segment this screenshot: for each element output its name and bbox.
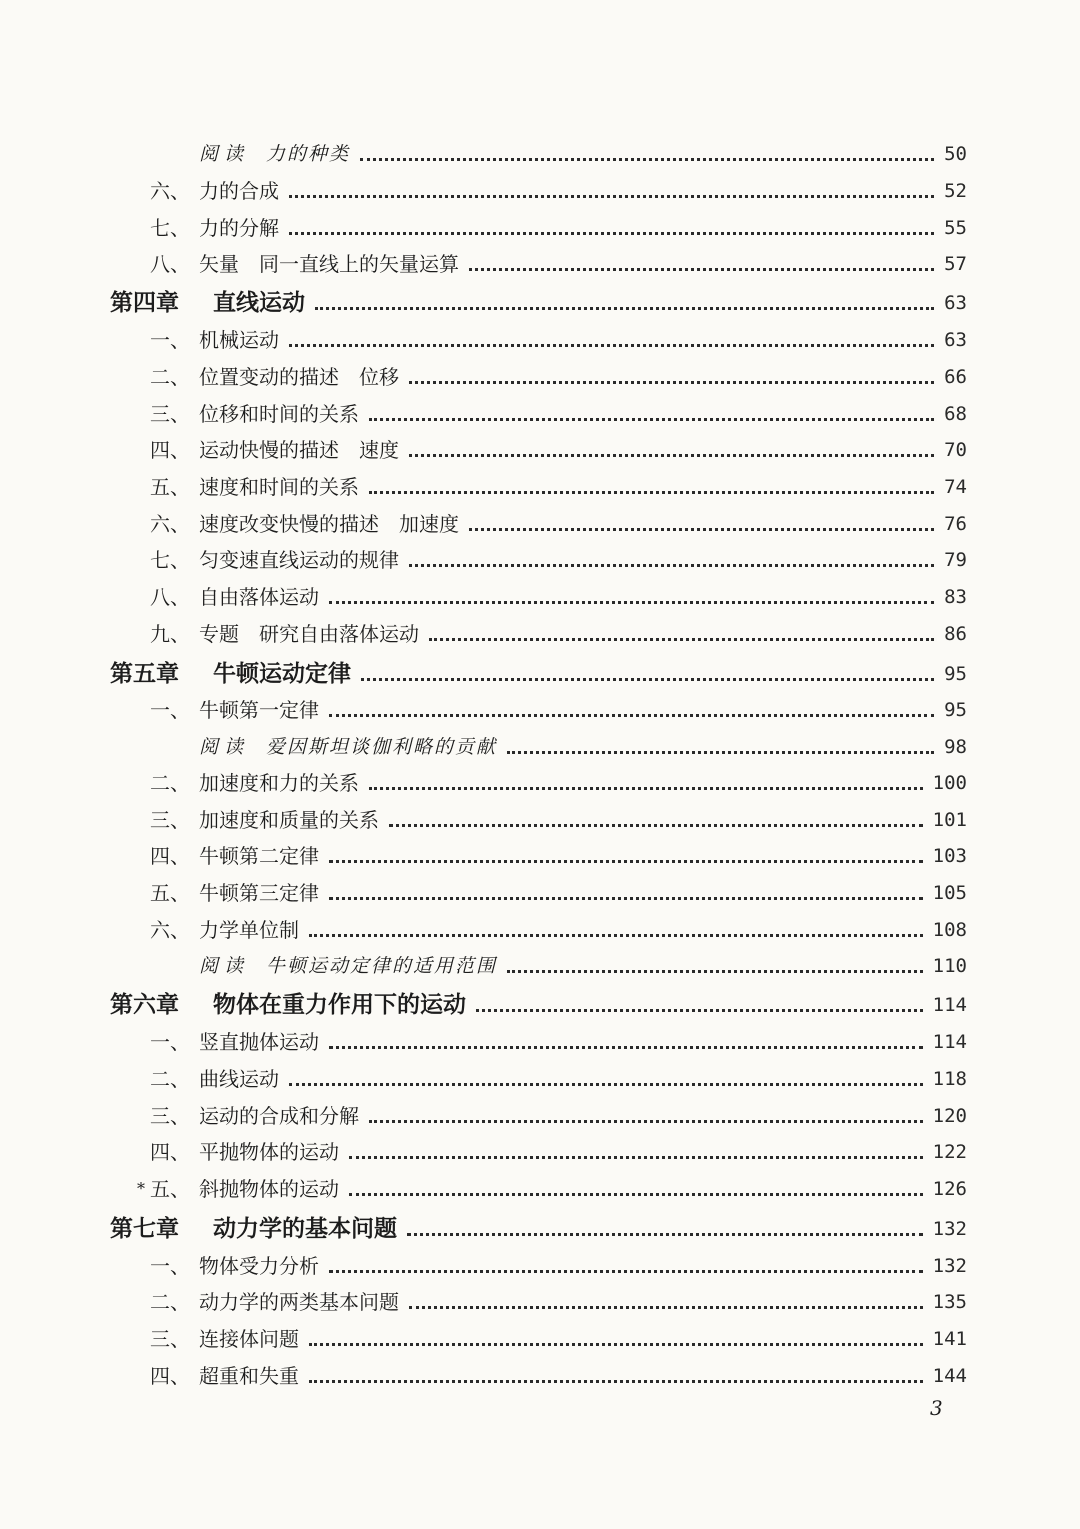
entry-prefix: 第五章 xyxy=(110,660,179,687)
entry-title: 连接体问题 xyxy=(199,1327,299,1351)
entry-title: 曲线运动 xyxy=(199,1067,279,1091)
dot-leader xyxy=(309,1344,923,1383)
section-entry xyxy=(0,1358,1080,1394)
optional-marker: * xyxy=(137,1179,145,1198)
entry-prefix: 阅读 xyxy=(199,955,250,977)
entry-page-number: 63 xyxy=(944,329,967,351)
dot-leader xyxy=(329,824,923,863)
dot-leader xyxy=(409,345,934,384)
entry-title: 加速度和力的关系 xyxy=(199,771,359,795)
dot-leader xyxy=(360,122,934,161)
entry-page-number: 79 xyxy=(944,549,967,571)
entry-page-number: 110 xyxy=(932,955,967,977)
dot-leader xyxy=(409,1270,923,1309)
dot-leader xyxy=(289,308,934,347)
entry-page-number: 122 xyxy=(932,1141,967,1163)
entry-prefix: 第四章 xyxy=(110,289,179,316)
entry-prefix: 六、 xyxy=(150,512,190,536)
entry-title: 力的合成 xyxy=(199,179,279,203)
entry-page-number: 57 xyxy=(944,253,967,275)
entry-page-number: 126 xyxy=(932,1178,967,1200)
entry-page-number: 132 xyxy=(932,1218,967,1240)
dot-leader xyxy=(389,788,923,827)
entry-prefix: 一、 xyxy=(150,1030,190,1054)
entry-title: 速度和时间的关系 xyxy=(199,475,359,499)
dot-leader xyxy=(369,751,923,790)
entry-prefix: 八、 xyxy=(150,585,190,609)
dot-leader xyxy=(329,678,934,717)
page-number: 3 xyxy=(930,1396,943,1420)
entry-page-number: 68 xyxy=(944,403,967,425)
entry-title: 力的种类 xyxy=(266,143,351,165)
dot-leader xyxy=(407,1197,923,1236)
entry-page-number: 63 xyxy=(944,292,967,314)
dot-leader xyxy=(289,159,934,198)
entry-page-number: 103 xyxy=(932,845,967,867)
entry-prefix: 三、 xyxy=(150,1104,190,1128)
dot-leader xyxy=(476,973,923,1012)
dot-leader xyxy=(469,232,934,271)
entry-title: 斜抛物体的运动 xyxy=(199,1177,339,1201)
dot-leader xyxy=(369,382,934,421)
entry-title: 直线运动 xyxy=(213,289,305,316)
dot-leader xyxy=(409,418,934,457)
entry-prefix: 三、 xyxy=(150,1327,190,1351)
entry-title: 矢量 同一直线上的矢量运算 xyxy=(199,252,459,276)
entry-prefix: 第六章 xyxy=(110,991,179,1018)
entry-title: 速度改变快慢的描述 加速度 xyxy=(199,512,459,536)
entry-title: 超重和失重 xyxy=(199,1364,299,1388)
entry-prefix: 二、 xyxy=(150,365,190,389)
entry-prefix: 二、 xyxy=(150,771,190,795)
entry-prefix: 四、 xyxy=(150,438,190,462)
entry-title: 牛顿第三定律 xyxy=(199,881,319,905)
entry-prefix: 一、 xyxy=(150,698,190,722)
entry-page-number: 95 xyxy=(944,699,967,721)
entry-title: 牛顿运动定律 xyxy=(213,660,351,687)
entry-title: 位移和时间的关系 xyxy=(199,402,359,426)
entry-prefix: 二、 xyxy=(150,1067,190,1091)
entry-page-number: 86 xyxy=(944,623,967,645)
dot-leader xyxy=(429,602,934,641)
entry-prefix: 一、 xyxy=(150,328,190,352)
entry-title: 动力学的两类基本问题 xyxy=(199,1290,399,1314)
entry-page-number: 135 xyxy=(932,1291,967,1313)
entry-title: 运动的合成和分解 xyxy=(199,1104,359,1128)
entry-page-number: 118 xyxy=(932,1068,967,1090)
entry-prefix: 五、 xyxy=(150,881,190,905)
entry-page-number: 52 xyxy=(944,180,967,202)
dot-leader xyxy=(349,1157,923,1196)
dot-leader xyxy=(361,642,934,681)
dot-leader xyxy=(309,898,923,937)
entry-prefix: 六、 xyxy=(150,918,190,942)
entry-title: 动力学的基本问题 xyxy=(213,1215,397,1242)
entry-prefix: 四、 xyxy=(150,1140,190,1164)
entry-prefix: 九、 xyxy=(150,622,190,646)
entry-title: 运动快慢的描述 速度 xyxy=(199,438,399,462)
entry-page-number: 105 xyxy=(932,882,967,904)
entry-prefix: 第七章 xyxy=(110,1215,179,1242)
entry-page-number: 120 xyxy=(932,1105,967,1127)
entry-prefix: 阅读 xyxy=(199,736,250,758)
dot-leader xyxy=(507,934,923,973)
entry-title: 物体受力分析 xyxy=(199,1254,319,1278)
entry-page-number: 83 xyxy=(944,586,967,608)
entry-prefix: 四、 xyxy=(150,1364,190,1388)
entry-prefix: 四、 xyxy=(150,844,190,868)
entry-page-number: 98 xyxy=(944,736,967,758)
entry-title: 加速度和质量的关系 xyxy=(199,808,379,832)
entry-page-number: 132 xyxy=(932,1255,967,1277)
dot-leader xyxy=(329,861,923,900)
dot-leader xyxy=(329,1234,923,1273)
entry-title: 物体在重力作用下的运动 xyxy=(213,991,466,1018)
dot-leader xyxy=(507,715,934,754)
dot-leader xyxy=(469,492,934,531)
entry-title: 竖直抛体运动 xyxy=(199,1030,319,1054)
entry-page-number: 114 xyxy=(932,994,967,1016)
entry-page-number: 100 xyxy=(932,772,967,794)
dot-leader xyxy=(409,528,934,567)
entry-prefix: 三、 xyxy=(150,808,190,832)
dot-leader xyxy=(369,455,934,494)
entry-title: 专题 研究自由落体运动 xyxy=(199,622,419,646)
entry-prefix: 五、 xyxy=(150,475,190,499)
entry-title: 自由落体运动 xyxy=(199,585,319,609)
entry-title: 机械运动 xyxy=(199,328,279,352)
entry-title: 力学单位制 xyxy=(199,918,299,942)
dot-leader xyxy=(329,565,934,604)
entry-title: 位置变动的描述 位移 xyxy=(199,365,399,389)
entry-page-number: 74 xyxy=(944,476,967,498)
entry-prefix: 三、 xyxy=(150,402,190,426)
entry-prefix: 一、 xyxy=(150,1254,190,1278)
dot-leader xyxy=(349,1120,923,1159)
entry-page-number: 108 xyxy=(932,919,967,941)
entry-page-number: 144 xyxy=(932,1365,967,1387)
dot-leader xyxy=(289,196,934,235)
entry-page-number: 141 xyxy=(932,1328,967,1350)
entry-page-number: 76 xyxy=(944,513,967,535)
dot-leader xyxy=(315,271,934,310)
dot-leader xyxy=(289,1047,923,1086)
entry-title: 爱因斯坦谈伽利略的贡献 xyxy=(266,736,498,758)
entry-page-number: 70 xyxy=(944,439,967,461)
dot-leader xyxy=(329,1010,923,1049)
entry-page-number: 66 xyxy=(944,366,967,388)
dot-leader xyxy=(369,1084,923,1123)
entry-title: 牛顿运动定律的适用范围 xyxy=(266,955,498,977)
entry-prefix: 二、 xyxy=(150,1290,190,1314)
entry-page-number: 50 xyxy=(944,143,967,165)
entry-page-number: 95 xyxy=(944,663,967,685)
entry-page-number: 101 xyxy=(932,809,967,831)
entry-prefix: 八、 xyxy=(150,252,190,276)
entry-title: 平抛物体的运动 xyxy=(199,1140,339,1164)
entry-title: 匀变速直线运动的规律 xyxy=(199,548,399,572)
entry-prefix: 阅读 xyxy=(199,143,250,165)
dot-leader xyxy=(309,1307,923,1346)
entry-page-number: 55 xyxy=(944,217,967,239)
entry-page-number: 114 xyxy=(932,1031,967,1053)
entry-prefix: 七、 xyxy=(150,548,190,572)
entry-prefix: 五、 xyxy=(150,1177,190,1201)
entry-prefix: 七、 xyxy=(150,216,190,240)
entry-title: 力的分解 xyxy=(199,216,279,240)
entry-title: 牛顿第二定律 xyxy=(199,844,319,868)
entry-title: 牛顿第一定律 xyxy=(199,698,319,722)
entry-prefix: 六、 xyxy=(150,179,190,203)
